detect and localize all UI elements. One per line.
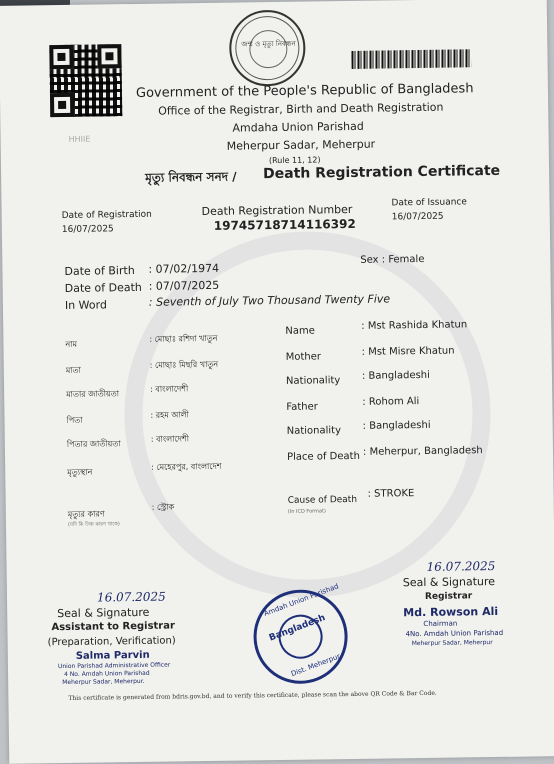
bn-value: : বাংলাদেশী (150, 434, 190, 444)
en-value: : Mst Misre Khatun (361, 345, 455, 358)
union-parishad-stamp (240, 576, 361, 697)
en-label: Father (286, 401, 318, 413)
certificate-title: Death Registration Certificate (262, 162, 501, 183)
registrar-seal-label: Seal & Signature (402, 574, 496, 590)
en-label: Mother (285, 351, 322, 363)
government-seal (229, 10, 306, 87)
bn-value: : রহম আলী (150, 410, 189, 420)
reg-number: 19745718714116392 (213, 216, 356, 233)
birth-label: Date of Birth (64, 263, 135, 278)
qr-caption: HHIIE (68, 134, 91, 144)
handwritten-date-left: 16.07.2025 (96, 589, 166, 605)
bn-label: পিতা (66, 415, 83, 425)
bn-value: : মোছাঃ মিছরি খাতুন (149, 359, 219, 370)
assistant-line3: Meherpur Sadar, Meherpur. (62, 677, 145, 687)
country-title: Government of the People's Republic of Bangladesh (135, 81, 474, 101)
registrar-line2: 4No. Amdah Union Parishad (405, 628, 504, 639)
birth-date: : 07/02/1974 (148, 261, 220, 276)
sex: Sex : Female (360, 253, 425, 266)
barcode[interactable] (351, 49, 471, 69)
death-date: : 07/07/2025 (148, 278, 220, 293)
assistant-role-sub: (Preparation, Verification) (47, 635, 176, 649)
rule: (Rule 11, 12) (268, 155, 321, 166)
location: Meherpur Sadar, Meherpur (226, 137, 376, 153)
registrar-role: Registrar (424, 591, 473, 602)
in-word-value: : Seventh of July Two Thousand Twenty Five (148, 292, 391, 309)
stamp-center: Bangladesh (267, 613, 327, 644)
en-value: : STROKE (367, 488, 415, 500)
stamp-bottom: Dist. Meherpur (289, 652, 342, 679)
bn-label: পিতার জাতীয়তা (66, 439, 121, 449)
footer-note: This certificate is generated from bdris.gov.bd, and to verify this certificate, please scan the above QR Code & Bar Code. (68, 689, 437, 702)
union-name: Amdaha Union Parishad (232, 119, 364, 135)
en-value: : Mst Rashida Khatun (361, 319, 468, 332)
seal-top-text: জন্ম ও মৃত্যু নিবন্ধন (241, 39, 296, 49)
stamp-text: Amdah Union Parishad (262, 582, 340, 618)
registrar-name: Md. Rowson Ali (403, 604, 499, 620)
issuance-label: Date of Issuance (391, 197, 467, 209)
bn-label: মৃত্যুস্থান (67, 467, 93, 477)
en-value: : Bangladeshi (362, 419, 431, 432)
bn-cause-sub: (যদি কি উক্ত কারণ থাকে) (67, 521, 120, 528)
en-label: Nationality (285, 375, 341, 387)
bn-value: : মেহেরপুর, বাংলাদেশ (151, 461, 222, 472)
seal-signature-label: Seal & Signature (57, 605, 150, 621)
bn-label: মাতার জাতীয়তা (66, 389, 120, 399)
reg-date: 16/07/2025 (61, 224, 114, 236)
registrar-line1: Chairman (423, 619, 458, 628)
en-value: : Bangladeshi (361, 369, 430, 382)
en-label: Nationality (286, 425, 342, 437)
bn-value: : মোছাঃ রশিদা খাতুন (149, 333, 218, 344)
en-label: Name (285, 325, 315, 337)
en-cause-sub: (In ICD Format) (287, 508, 327, 515)
assistant-name: Salma Parvin (75, 649, 150, 662)
bn-label: মৃত্যুর কারণ (67, 509, 105, 519)
death-label: Date of Death (64, 280, 142, 295)
in-word-label: In Word (64, 298, 108, 312)
reg-number-label: Death Registration Number (201, 202, 353, 219)
assistant-role: Assistant to Registrar (51, 620, 175, 634)
bn-label: মাতা (65, 365, 81, 375)
assistant-line2: 4 No. Amdah Union Parishad (64, 669, 150, 679)
issuance-date: 16/07/2025 (391, 211, 444, 223)
en-value: : Rohom Ali (362, 396, 420, 408)
bn-value: : স্ট্রোক (151, 502, 175, 512)
bn-label: নাম (65, 339, 78, 349)
bn-value: : বাংলাদেশী (150, 384, 189, 394)
title-bangla: মৃত্যু নিবন্ধন সনদ / (145, 169, 237, 185)
en-label: Place of Death (286, 450, 360, 463)
handwritten-date-right: 16.07.2025 (426, 558, 496, 574)
qr-code[interactable] (49, 44, 122, 117)
registrar-line3: Meherpur Sadar, Meherpur (411, 639, 493, 648)
office-title: Office of the Registrar, Birth and Death Registration (158, 100, 444, 118)
en-value: : Meherpur, Bangladesh (362, 445, 483, 458)
reg-date-label: Date of Registration (61, 209, 152, 222)
en-label: Cause of Death (287, 494, 358, 506)
assistant-line1: Union Parishad Administrative Officer (57, 661, 171, 671)
